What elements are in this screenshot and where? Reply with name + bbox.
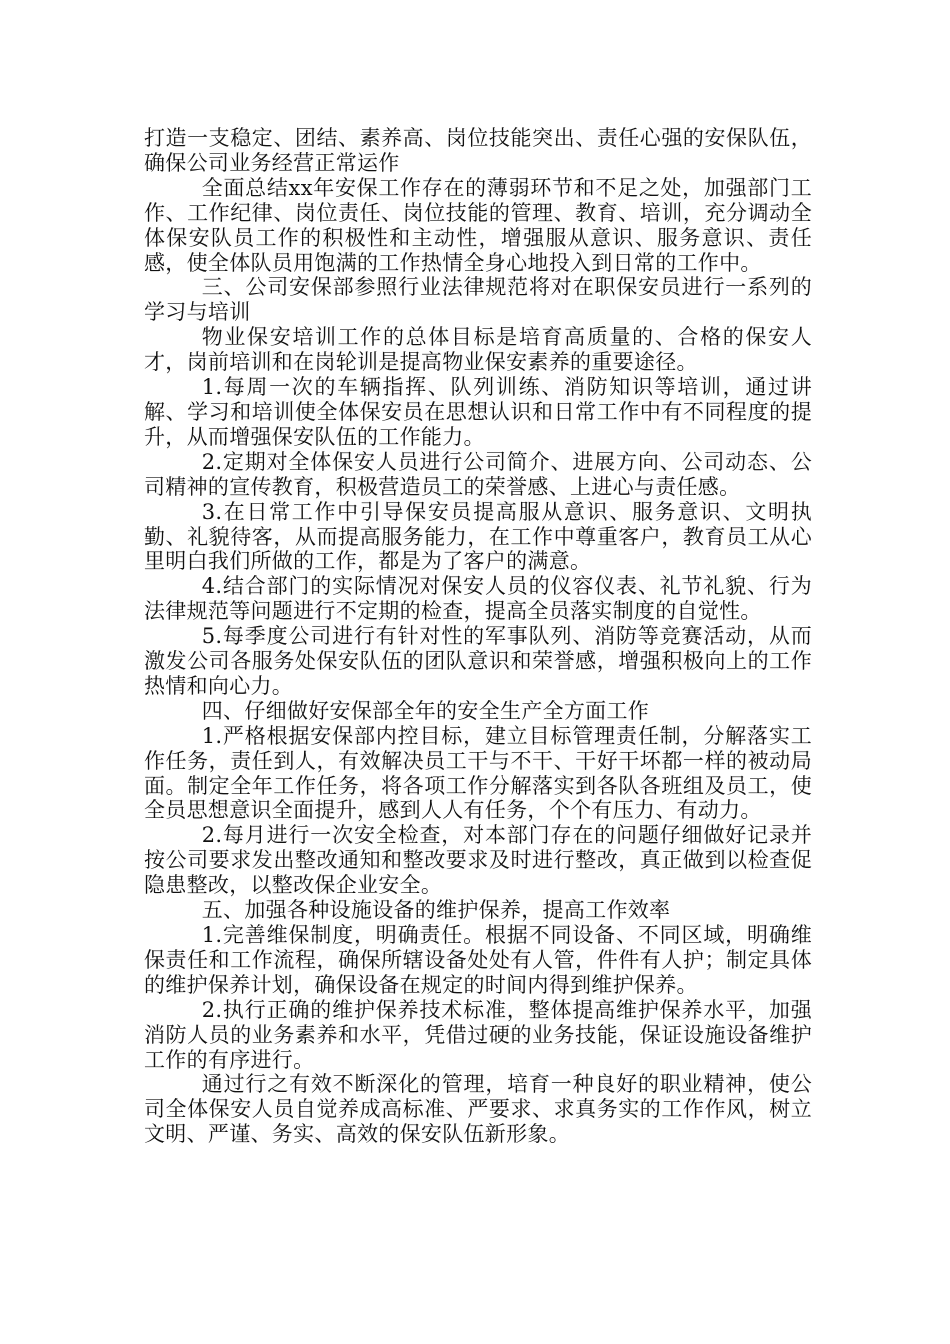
list-item-3-5: 5.每季度公司进行有针对性的军事队列、消防等竞赛活动，从而激发公司各服务处保安队伍的团队意识和荣誉感，增强积极向上的工作热情和向心力。 bbox=[144, 624, 812, 698]
list-item-4-1: 1.严格根据安保部内控目标，建立目标管理责任制，分解落实工作任务，责任到人，有效解决员工干与不干、干好干坏都一样的被动局面。制定全年工作任务，将各项工作分解落实到各队各班组及员工，使全员思想意识全面提升，感到人人有任务，个个有压力、有动力。 bbox=[144, 723, 812, 823]
list-item-3-1: 1.每周一次的车辆指挥、队列训练、消防知识等培训，通过讲解、学习和培训使全体保安员在思想认识和日常工作中有不同程度的提升，从而增强保安队伍的工作能力。 bbox=[144, 375, 812, 449]
document-body bbox=[144, 126, 812, 1147]
section-heading-4: 四、仔细做好安保部全年的安全生产全方面工作 bbox=[201, 698, 650, 723]
list-item-3-3: 3.在日常工作中引导保安员提高服从意识、服务意识、文明执勤、礼貌待客，从而提高服务能力，在工作中尊重客户，教育员工从心里明白我们所做的工作，都是为了客户的满意。 bbox=[144, 499, 812, 574]
paragraph-4: 物业保安培训工作的总体目标是培育高质量的、合格的保安人才，岗前培训和在岗轮训是提高物业保安素养的重要途径。 bbox=[144, 325, 812, 375]
paragraph-2: 全面总结xx年安保工作存在的薄弱环节和不足之处，加强部门工作、工作纪律、岗位责任、岗位技能的管理、教育、培训，充分调动全体保安队员工作的积极性和主动性，增强服从意识、服务意识、责任感，使全体队员用饱满的工作热情全身心地投入到日常的工作中。 bbox=[144, 175, 812, 275]
paragraph-1: 打造一支稳定、团结、素养高、岗位技能突出、责任心强的安保队伍，确保公司业务经营正常运作 bbox=[144, 126, 812, 175]
list-item-3-2: 2.定期对全体保安人员进行公司简介、进展方向、公司动态、公司精神的宣传教育，积极营造员工的荣誉感、上进心与责任感。 bbox=[144, 449, 812, 499]
section-heading-5: 五、加强各种设施设备的维护保养，提高工作效率 bbox=[201, 898, 671, 923]
section-heading-3: 三、公司安保部参照行业法律规范将对在职保安员进行一系列的学习与培训 bbox=[144, 275, 812, 325]
list-item-3-4: 4.结合部门的实际情况对保安人员的仪容仪表、礼节礼貌、行为法律规范等问题进行不定期的检查，提高全员落实制度的自觉性。 bbox=[144, 574, 812, 624]
list-item-4-2: 2.每月进行一次安全检查，对本部门存在的问题仔细做好记录并按公司要求发出整改通知和整改要求及时进行整改，真正做到以检查促隐患整改，以整改保企业安全。 bbox=[144, 823, 812, 898]
list-item-5-2: 2.执行正确的维护保养技术标准，整体提高维护保养水平，加强消防人员的业务素养和水平，凭借过硬的业务技能，保证设施设备维护工作的有序进行。 bbox=[144, 997, 812, 1072]
list-item-5-1: 1.完善维保制度，明确责任。根据不同设备、不同区域，明确维保责任和工作流程，确保所辖设备处处有人管，件件有人护；制定具体的维护保养计划，确保设备在规定的时间内得到维护保养。 bbox=[144, 923, 812, 997]
closing-paragraph: 通过行之有效不断深化的管理，培育一种良好的职业精神，使公司全体保安人员自觉养成高标准、严要求、求真务实的工作作风，树立文明、严谨、务实、高效的保安队伍新形象。 bbox=[144, 1072, 812, 1147]
